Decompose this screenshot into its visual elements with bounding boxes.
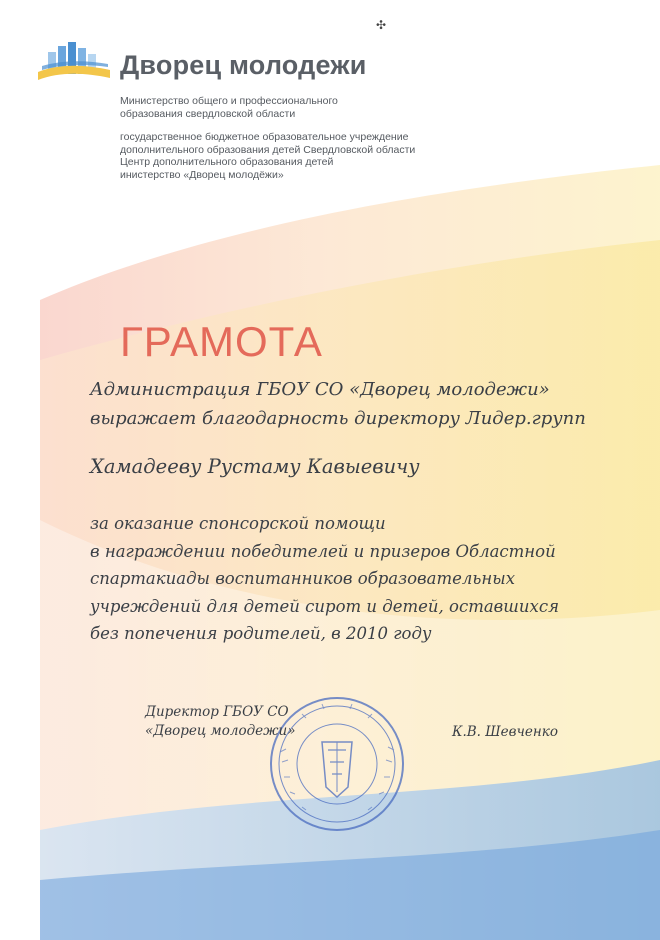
recipient-name: Хамадееву Рустаму Кавыевичу	[90, 455, 420, 478]
brand-name: Дворец молодежи	[120, 50, 367, 80]
reason-line: спартакиады воспитанников образовательных	[90, 569, 516, 588]
admin-line: Администрация ГБОУ СО «Дворец молодежи»	[90, 379, 550, 400]
scan-mark: ✣	[376, 18, 387, 32]
reason-line: за оказание спонсорской помощи	[90, 514, 386, 533]
certificate-title: ГРАМОТА	[120, 318, 323, 365]
institution-line: инистерство «Дворец молодёжи»	[120, 168, 284, 181]
ministry-line: образования свердловской области	[120, 108, 296, 120]
award-reason	[90, 510, 559, 648]
reason-line: без попечения родителей, в 2010 году	[90, 624, 432, 643]
institution-line: Центр дополнительного образования детей	[120, 156, 334, 168]
institution-line: дополнительного образования детей Свердловской области	[120, 143, 416, 156]
reason-line: учреждений для детей сирот и детей, оставшихся	[90, 596, 560, 616]
ministry-text	[120, 95, 338, 121]
signatory-title-line: Директор ГБОУ СО	[145, 704, 289, 720]
signatory-title-line: «Дворец молодежи»	[145, 723, 296, 739]
palace-logo-icon	[38, 38, 110, 82]
signatory-name: К.В. Шевченко	[452, 724, 558, 740]
institution-line: государственное бюджетное образовательное учреждение	[120, 131, 409, 143]
admin-line: выражает благодарность директору Лидер.групп	[90, 408, 586, 429]
admin-statement	[90, 375, 586, 433]
ministry-line: Министерство общего и профессионального	[120, 95, 338, 107]
reason-line: в награждении победителей и призеров Областной	[90, 541, 556, 561]
signatory-title	[145, 703, 295, 741]
institution-text	[120, 131, 415, 181]
